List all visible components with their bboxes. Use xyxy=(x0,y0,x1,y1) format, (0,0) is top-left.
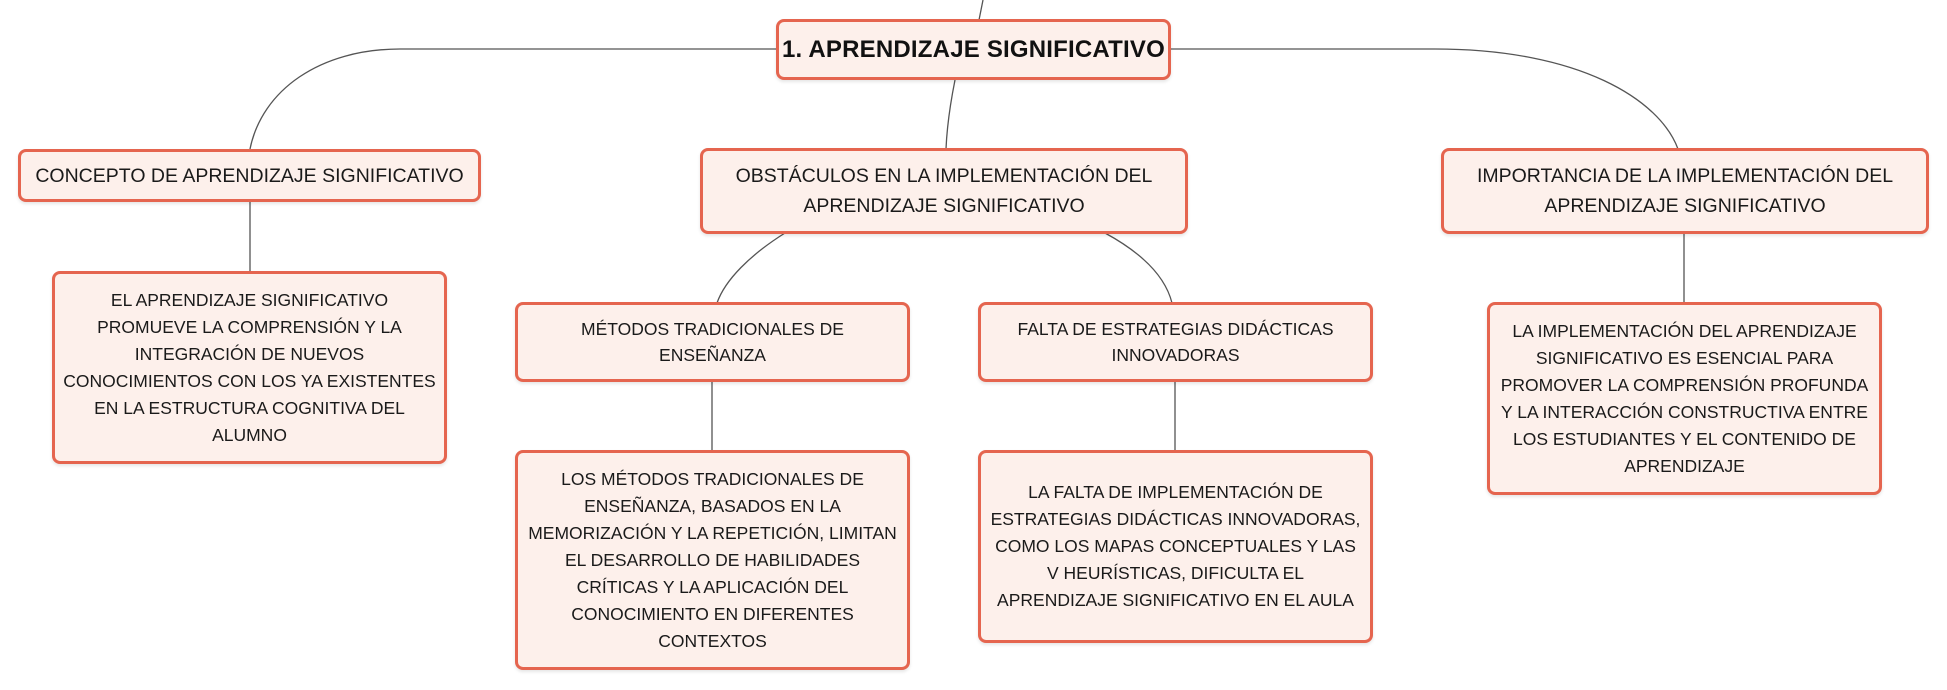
topic-node-concepto-label: CONCEPTO DE APRENDIZAJE SIGNIFICATIVO xyxy=(35,164,464,187)
detail-node-importancia-text: LA IMPLEMENTACIÓN DEL APRENDIZAJE SIGNIFICATIVO ES ESENCIAL PARA PROMOVER LA COMPRENSIÓN PROFUNDA Y LA INTERACCIÓN CONSTRUCTIVA ENTRE LOS ESTUDIANTES Y EL CONTENIDO DE APRENDIZAJE xyxy=(1500,320,1869,476)
topic-node-importancia[interactable] xyxy=(1441,148,1929,234)
topic-node-importancia-label: IMPORTANCIA DE LA IMPLEMENTACIÓN DEL APRENDIZAJE SIGNIFICATIVO xyxy=(1476,165,1894,217)
topic-node-obstaculos[interactable] xyxy=(700,148,1188,234)
subtopic-node-falta[interactable] xyxy=(978,302,1373,382)
connector-root-concepto xyxy=(250,49,777,149)
connector-obstaculos-falta xyxy=(1105,233,1172,303)
detail-node-metodos-text: LOS MÉTODOS TRADICIONALES DE ENSEÑANZA, BASADOS EN LA MEMORIZACIÓN Y LA REPETICIÓN, LIMITAN EL DESARROLLO DE HABILIDADES CRÍTICAS Y LA APLICACIÓN DEL CONOCIMIENTO EN DIFERENTES CONTEXTOS xyxy=(528,468,897,651)
root-node[interactable] xyxy=(776,19,1171,80)
connector-root-importancia xyxy=(1170,49,1678,149)
subtopic-node-falta-label: FALTA DE ESTRATEGIAS DIDÁCTICAS INNOVADORAS xyxy=(1017,319,1334,365)
connector-obstaculos-metodos xyxy=(717,233,785,303)
detail-node-concepto[interactable] xyxy=(52,271,447,464)
detail-node-metodos[interactable] xyxy=(515,450,910,670)
topic-node-obstaculos-label: OBSTÁCULOS EN LA IMPLEMENTACIÓN DEL APRENDIZAJE SIGNIFICATIVO xyxy=(735,165,1153,217)
detail-node-falta-text: LA FALTA DE IMPLEMENTACIÓN DE ESTRATEGIAS DIDÁCTICAS INNOVADORAS, COMO LOS MAPAS CONCEPTUALES Y LAS V HEURÍSTICAS, DIFICULTA EL APRENDIZAJE SIGNIFICATIVO EN EL AULA xyxy=(990,482,1361,610)
subtopic-node-metodos[interactable] xyxy=(515,302,910,382)
subtopic-node-metodos-label: MÉTODOS TRADICIONALES DE ENSEÑANZA xyxy=(581,319,844,365)
detail-node-importancia[interactable] xyxy=(1487,302,1882,495)
detail-node-falta[interactable] xyxy=(978,450,1373,643)
connector-root-obstaculos xyxy=(946,80,955,149)
topic-node-concepto[interactable] xyxy=(18,149,481,202)
connector-root-incoming xyxy=(979,0,983,20)
root-node-label: 1. APRENDIZAJE SIGNIFICATIVO xyxy=(782,35,1165,63)
detail-node-concepto-text: EL APRENDIZAJE SIGNIFICATIVO PROMUEVE LA COMPRENSIÓN Y LA INTEGRACIÓN DE NUEVOS CONOCIMIENTOS CON LOS YA EXISTENTES EN LA ESTRUCTURA COGNITIVA DEL ALUMNO xyxy=(63,289,436,445)
